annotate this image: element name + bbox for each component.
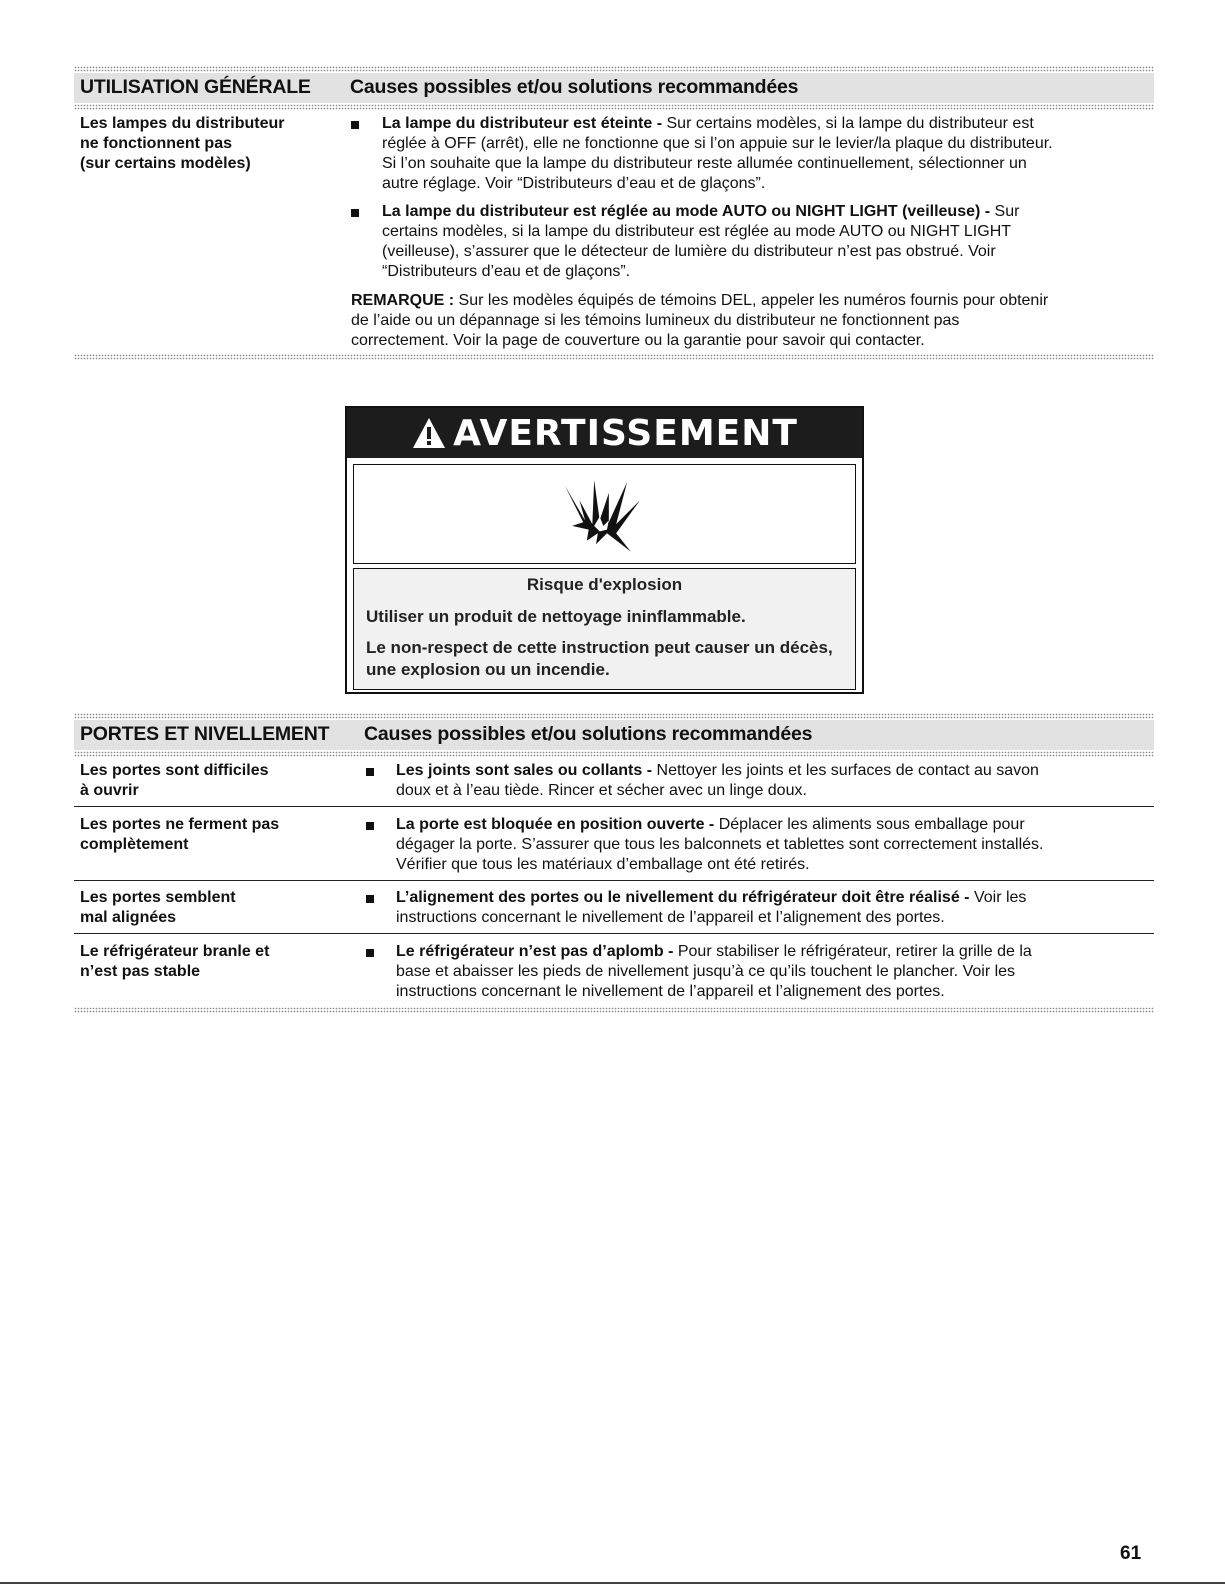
section1-bullet-2: La lampe du distributeur est réglée au mode AUTO ou NIGHT LIGHT (veilleuse) - Sur certains modèles, si la lampe du distributeur est réglée au mode AUTO ou NIGHT LIGHT (veilleuse), s’assurer que le détecteur de lumière du distributeur n’est pas obstrué. Voir “Distributeurs d’eau et de glaçons”.: [351, 202, 1141, 282]
page-bottom-rule: [0, 1582, 1225, 1584]
solution-row-3: L’alignement des portes ou le nivellement du réfrigérateur doit être réalisé - Voir les instructions concernant le nivellement de l’appareil et l’alignement des portes.: [366, 888, 1146, 928]
section2-title: PORTES ET NIVELLEMENT: [80, 723, 330, 745]
section1-problem: Les lampes du distributeur ne fonctionnent pas (sur certains modèles): [80, 115, 285, 172]
row-divider: [74, 880, 1154, 881]
solution-row-4: Le réfrigérateur n’est pas d’aplomb - Pour stabiliser le réfrigérateur, retirer la grille de la base et abaisser les pieds de nivellement jusqu’à ce qu’ils touchent le plancher. Voir les instructions concernant le nivellement de l’appareil et l’alignement des portes.: [366, 942, 1146, 1002]
bullet-square-icon: [351, 121, 359, 129]
warning-consequence: Le non-respect de cette instruction peut causer un décès, une explosion ou un incendie.: [366, 638, 833, 679]
bullet-square-icon: [351, 209, 359, 217]
section1-title: UTILISATION GÉNÉRALE: [80, 76, 311, 98]
section2-causes-heading: Causes possibles et/ou solutions recommandées: [364, 723, 813, 745]
top-dotted-rule: [74, 66, 1154, 72]
section1-note: REMARQUE : Sur les modèles équipés de témoins DEL, appeler les numéros fournis pour obtenir de l’aide ou un dépannage si les témoins lumineux du distributeur ne fonctionnent pas correctement. Voir la page de couverture ou la garantie pour savoir qui contacter.: [351, 292, 1049, 349]
section2-bottom-dotted-rule: [74, 1007, 1154, 1013]
explosion-icon: [552, 471, 662, 557]
warning-header: [347, 408, 862, 458]
section1-bottom-dotted-rule: [74, 354, 1154, 360]
warning-message: [353, 568, 856, 690]
problem-row-2: Les portes ne ferment pas complètement: [80, 816, 280, 853]
problem-row-3: Les portes semblent mal alignées: [80, 889, 236, 926]
warning-pictogram-area: [353, 464, 856, 564]
section1-bullet-1: La lampe du distributeur est éteinte - Sur certains modèles, si la lampe du distributeur est réglée à OFF (arrêt), elle ne fonctionne que si l’on appuie sur le levier/la plaque du distributeur. Si l’on souhaite que la lampe du distributeur reste allumée continuellement, sélectionner un autre réglage. Voir “Distributeurs d’eau et de glaçons”.: [351, 114, 1141, 194]
section1-header: [74, 73, 1154, 103]
section2-header-dotted-rule: [74, 751, 1154, 757]
bullet-square-icon: [366, 768, 374, 776]
warning-triangle-icon: [411, 416, 447, 450]
warning-hazard: Risque d'explosion: [526, 575, 683, 594]
page-number: 61: [1120, 1543, 1142, 1564]
warning-box: [345, 406, 864, 694]
row-divider: [74, 806, 1154, 807]
problem-row-4: Le réfrigérateur branle et n’est pas stable: [80, 943, 270, 980]
note-label: REMARQUE :: [351, 292, 455, 309]
section1-header-dotted-rule: [74, 104, 1154, 110]
bullet-square-icon: [366, 949, 374, 957]
warning-instruction: Utiliser un produit de nettoyage ininflammable.: [366, 607, 746, 626]
section2-top-dotted-rule: [74, 713, 1154, 719]
bullet-square-icon: [366, 895, 374, 903]
warning-title: AVERTISSEMENT: [453, 412, 798, 454]
section2-header: [74, 720, 1154, 750]
solution-row-2: La porte est bloquée en position ouverte - Déplacer les aliments sous emballage pour dégager la porte. S’assurer que tous les balconnets et tablettes sont correctement installés. Vérifier que tous les matériaux d’emballage ont été retirés.: [366, 815, 1146, 875]
problem-row-1: Les portes sont difficiles à ouvrir: [80, 762, 269, 799]
solution-row-1: Les joints sont sales ou collants - Nettoyer les joints et les surfaces de contact au savon doux et à l’eau tiède. Rincer et sécher avec un linge doux.: [366, 761, 1146, 801]
bullet-square-icon: [366, 822, 374, 830]
section1-causes-heading: Causes possibles et/ou solutions recommandées: [350, 76, 799, 98]
row-divider: [74, 933, 1154, 934]
